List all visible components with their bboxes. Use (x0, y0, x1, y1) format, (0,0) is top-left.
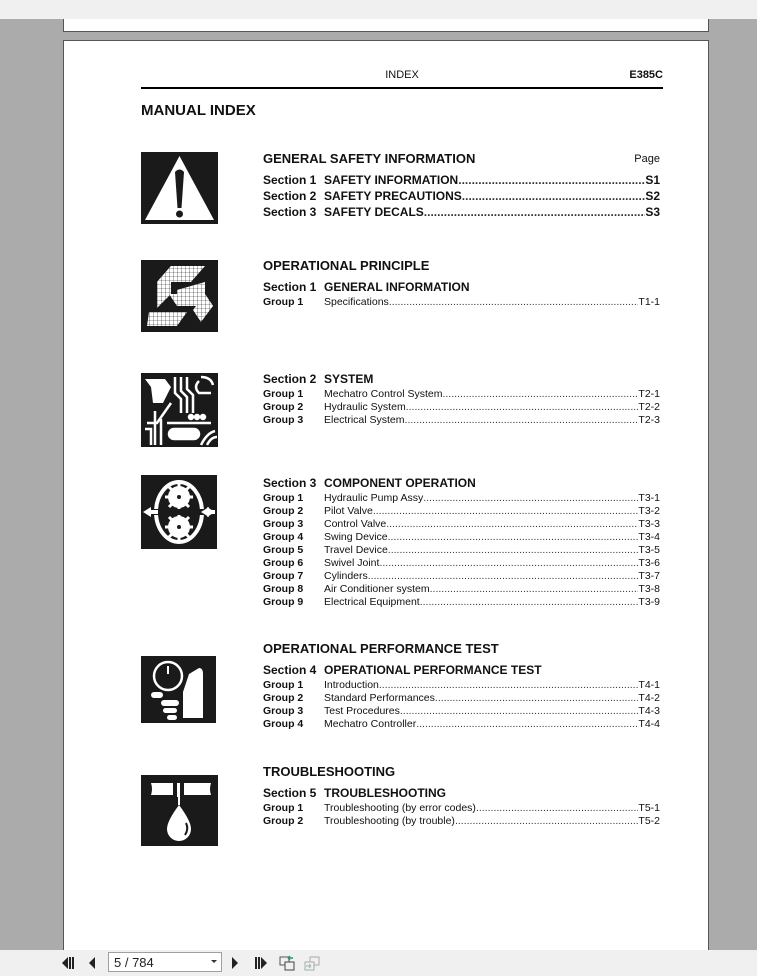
entry-page: T4-2 (638, 692, 660, 704)
entry-label: Group 1 (263, 296, 304, 308)
entry-title: Introduction (324, 679, 379, 691)
entry-title: SAFETY DECALS (324, 205, 424, 219)
entry-page: T4-3 (638, 705, 660, 717)
dropdown-caret-icon (211, 960, 217, 963)
entry-title: SAFETY INFORMATION (324, 173, 459, 187)
leader-dots (455, 815, 638, 827)
leader-dots (388, 531, 639, 543)
previous-view-icon (279, 955, 295, 971)
entry-page: T2-2 (638, 401, 660, 413)
block-heading: OPERATIONAL PERFORMANCE TEST (263, 641, 499, 656)
entry-title: Electrical System (324, 414, 405, 426)
index-entry[interactable] (263, 583, 660, 596)
entry-page: T3-8 (638, 583, 660, 595)
entry-title: Hydraulic System (324, 401, 406, 413)
entry-title: Cylinders (324, 570, 368, 582)
entry-title: Pilot Valve (324, 505, 373, 517)
entry-page: T2-3 (638, 414, 660, 426)
section-heading[interactable] (263, 476, 660, 492)
entry-label: Group 4 (263, 531, 304, 543)
leader-dots (476, 802, 638, 814)
entry-title: Troubleshooting (by error codes) (324, 802, 476, 814)
block-heading: GENERAL SAFETY INFORMATION (263, 151, 476, 166)
leader-dots (462, 189, 646, 203)
section-heading[interactable] (263, 372, 660, 388)
page-number-select[interactable] (108, 952, 222, 972)
index-entry[interactable] (263, 596, 660, 609)
index-entry[interactable] (263, 815, 660, 828)
index-block-system (263, 372, 660, 427)
section-heading[interactable] (263, 786, 660, 802)
entry-page: T3-7 (638, 570, 660, 582)
cube-s-icon (141, 260, 218, 332)
entry-page: T3-4 (638, 531, 660, 543)
entry-label: Group 8 (263, 583, 304, 595)
index-block-operational-principle (263, 258, 660, 309)
section-label: Section 1 (263, 280, 317, 294)
document-page (63, 40, 709, 950)
entry-label: Group 6 (263, 557, 304, 569)
index-entry[interactable] (263, 401, 660, 414)
index-entry[interactable] (263, 570, 660, 583)
index-block-troubleshooting (263, 764, 660, 828)
last-page-button[interactable] (254, 955, 268, 971)
leader-dots (423, 492, 638, 504)
entry-page: T3-3 (638, 518, 660, 530)
entry-title: Air Conditioner system (324, 583, 430, 595)
warning-triangle-icon (141, 152, 218, 224)
entry-label: Group 2 (263, 401, 304, 413)
entry-page: T1-1 (638, 296, 660, 308)
next-page-icon (231, 956, 239, 970)
entry-page: S1 (645, 173, 660, 187)
index-entry[interactable] (263, 557, 660, 570)
entry-label: Group 1 (263, 679, 304, 691)
index-entry[interactable] (263, 692, 660, 705)
leader-dots (416, 718, 638, 730)
previous-page-bottom (63, 19, 709, 32)
entry-label: Group 7 (263, 570, 304, 582)
leader-dots (388, 544, 639, 556)
entry-page: T3-1 (638, 492, 660, 504)
leader-dots (368, 570, 639, 582)
previous-page-button[interactable] (87, 955, 97, 971)
previous-view-button[interactable] (279, 955, 295, 971)
section-heading[interactable] (263, 663, 660, 679)
entry-page: T4-4 (638, 718, 660, 730)
next-view-icon (304, 955, 320, 971)
leader-dots (406, 401, 639, 413)
index-block-performance-test (263, 641, 660, 731)
entry-title: Swivel Joint (324, 557, 380, 569)
next-view-button[interactable] (304, 955, 320, 971)
entry-label: Section 1 (263, 173, 317, 187)
page-header (141, 69, 663, 89)
viewer-top-strip (0, 0, 757, 19)
leak-drop-icon (141, 775, 218, 846)
leader-dots (389, 296, 639, 308)
index-entry[interactable] (263, 492, 660, 505)
entry-label: Section 3 (263, 205, 317, 219)
page-column-label: Page (634, 153, 660, 165)
index-block-safety (263, 151, 660, 221)
index-entry[interactable] (263, 518, 660, 531)
leader-dots (430, 583, 639, 595)
entry-title: Electrical Equipment (324, 596, 420, 608)
block-heading: TROUBLESHOOTING (263, 764, 396, 779)
section-title: SYSTEM (324, 372, 374, 386)
entry-title: Control Valve (324, 518, 387, 530)
entry-label: Group 1 (263, 388, 304, 400)
section-title: TROUBLESHOOTING (324, 786, 446, 800)
circuit-board-icon (141, 373, 218, 447)
section-title: GENERAL INFORMATION (324, 280, 470, 294)
entry-label: Group 2 (263, 692, 304, 704)
gauge-hand-icon (141, 656, 216, 723)
index-entry[interactable] (263, 718, 660, 731)
index-entry[interactable] (263, 296, 660, 309)
leader-dots (379, 679, 639, 691)
entry-page: T3-9 (638, 596, 660, 608)
index-entry[interactable] (263, 544, 660, 557)
section-title: OPERATIONAL PERFORMANCE TEST (324, 663, 542, 677)
entry-title: Specifications (324, 296, 389, 308)
index-entry[interactable] (263, 505, 660, 518)
entry-title: Mechatro Controller (324, 718, 417, 730)
leader-dots (373, 505, 639, 517)
entry-label: Group 3 (263, 414, 304, 426)
entry-page: T2-1 (638, 388, 660, 400)
next-page-button[interactable] (230, 955, 240, 971)
leader-dots (400, 705, 639, 717)
entry-page: T4-1 (638, 679, 660, 691)
entry-title: Swing Device (324, 531, 388, 543)
block-heading: OPERATIONAL PRINCIPLE (263, 258, 430, 273)
entry-title: Mechatro Control System (324, 388, 443, 400)
manual-title: MANUAL INDEX (141, 102, 256, 119)
entry-page: T3-6 (638, 557, 660, 569)
index-block-component-operation (263, 476, 660, 609)
entry-title: Standard Performances (324, 692, 435, 704)
first-page-button[interactable] (61, 955, 75, 971)
leader-dots (405, 414, 639, 426)
entry-page: S3 (645, 205, 660, 219)
leader-dots (435, 692, 639, 704)
index-entry[interactable] (263, 189, 660, 205)
leader-dots (442, 388, 638, 400)
entry-page: S2 (645, 189, 660, 203)
entry-label: Group 2 (263, 815, 304, 827)
entry-title: Travel Device (324, 544, 388, 556)
entry-label: Group 5 (263, 544, 304, 556)
entry-page: T5-2 (638, 815, 660, 827)
entry-title: Test Procedures (324, 705, 400, 717)
section-title: COMPONENT OPERATION (324, 476, 476, 490)
leader-dots (424, 205, 646, 219)
section-label: Section 5 (263, 786, 317, 800)
index-entry[interactable] (263, 414, 660, 427)
entry-label: Group 9 (263, 596, 304, 608)
index-entry[interactable] (263, 802, 660, 815)
pdf-navigation-toolbar (0, 950, 757, 976)
entry-label: Section 2 (263, 189, 317, 203)
gear-pump-icon (141, 475, 217, 549)
previous-page-icon (88, 956, 96, 970)
entry-label: Group 3 (263, 518, 304, 530)
section-label: Section 2 (263, 372, 317, 386)
index-entry[interactable] (263, 388, 660, 401)
section-label: Section 3 (263, 476, 317, 490)
entry-label: Group 4 (263, 718, 304, 730)
leader-dots (386, 518, 638, 530)
entry-title: Hydraulic Pump Assy (324, 492, 424, 504)
entry-label: Group 2 (263, 505, 304, 517)
header-title: INDEX (385, 69, 419, 81)
entry-label: Group 1 (263, 492, 304, 504)
last-page-icon (254, 956, 268, 970)
entry-title: Troubleshooting (by trouble) (324, 815, 455, 827)
index-entry[interactable] (263, 705, 660, 718)
entry-page: T3-5 (638, 544, 660, 556)
section-heading[interactable] (263, 280, 660, 296)
section-label: Section 4 (263, 663, 317, 677)
index-entry[interactable] (263, 531, 660, 544)
leader-dots (420, 596, 639, 608)
first-page-icon (61, 956, 75, 970)
leader-dots (379, 557, 638, 569)
entry-title: SAFETY PRECAUTIONS (324, 189, 462, 203)
leader-dots (458, 173, 645, 187)
entry-label: Group 3 (263, 705, 304, 717)
page-indicator-text: 5 / 784 (114, 954, 154, 970)
index-entry[interactable] (263, 173, 660, 189)
header-model: E385C (629, 69, 663, 81)
entry-page: T5-1 (638, 802, 660, 814)
entry-label: Group 1 (263, 802, 304, 814)
index-entry[interactable] (263, 679, 660, 692)
index-entry[interactable] (263, 205, 660, 221)
entry-page: T3-2 (638, 505, 660, 517)
